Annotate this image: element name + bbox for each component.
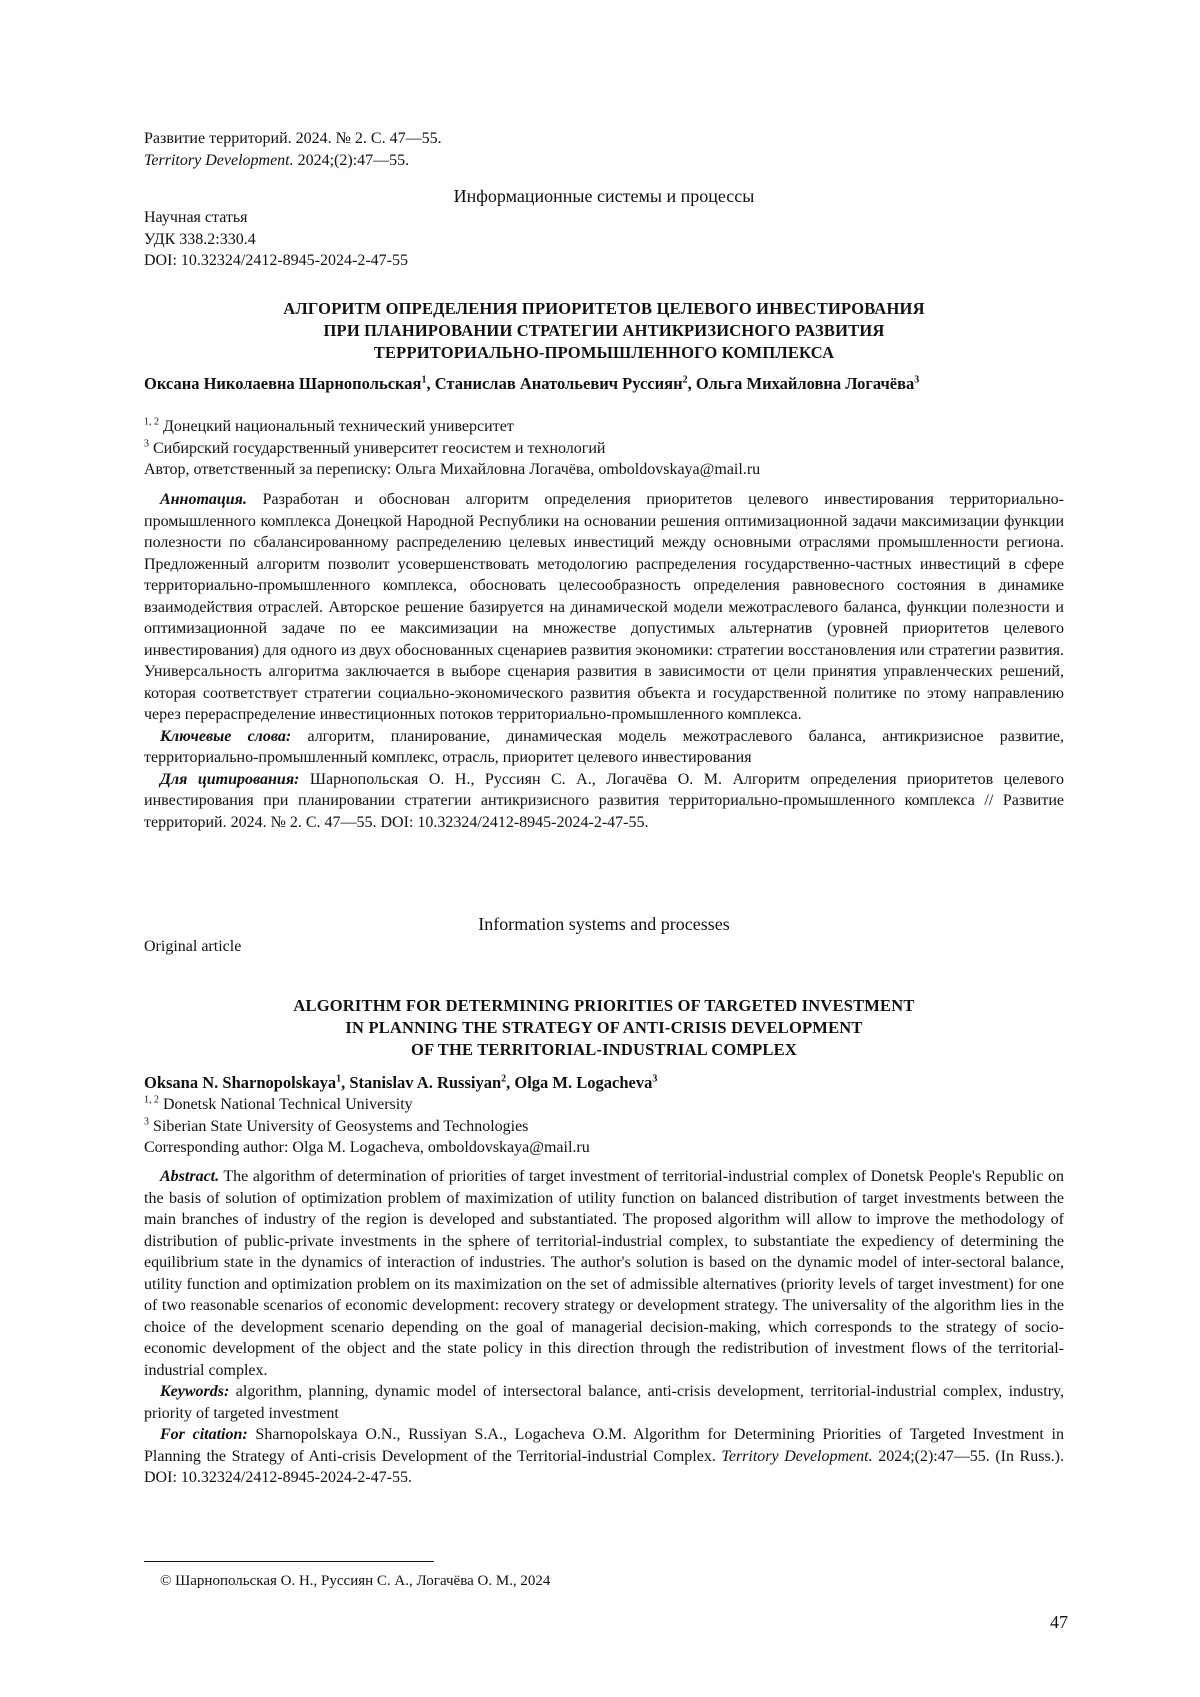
title-line: IN PLANNING THE STRATEGY OF ANTI-CRISIS DEVELOPMENT	[345, 1018, 863, 1037]
journal-citation-en	[144, 150, 1064, 172]
author-name: Ольга Михайловна Логачёва	[695, 374, 915, 393]
abstract-en	[144, 1166, 1064, 1381]
affiliation-mark: 1, 2	[144, 416, 159, 428]
author-affiliation-mark: 3	[914, 374, 920, 386]
affiliation	[144, 438, 1064, 460]
corresponding-author-en: Corresponding author: Olga M. Logacheva, omboldovskaya@mail.ru	[144, 1139, 590, 1156]
journal-citation-ru: Развитие территорий. 2024. № 2. С. 47—55.	[144, 130, 442, 147]
journal-name-en: Territory Development.	[144, 151, 294, 169]
abstract-label-en: Abstract.	[160, 1168, 220, 1185]
affiliation	[144, 1094, 1064, 1116]
copyright-footnote: © Шарнопольская О. Н., Руссиян С. А., Логачёва О. М., 2024	[160, 1573, 551, 1589]
author-affiliation-mark: 1	[421, 374, 427, 386]
author-list-en	[144, 1072, 1064, 1094]
journal-issue-en: 2024;(2):47—55.	[293, 151, 410, 169]
abstract-block-ru	[144, 489, 1064, 833]
affiliations-en	[144, 1094, 1064, 1159]
author-name: Оксана Николаевна Шарнопольская	[144, 374, 422, 393]
author-separator: ,	[506, 1073, 515, 1092]
affiliations-ru	[144, 416, 1064, 481]
affiliation-text: Donetsk National Technical University	[159, 1096, 413, 1113]
citation-en	[144, 1424, 1064, 1489]
keywords-en	[144, 1381, 1064, 1424]
citation-label-ru: Для цитирования:	[160, 770, 300, 788]
citation-text-en: Sharnopolskaya O.N., Russiyan S.A., Logacheva O.M. Algorithm for Determining Priorities of Targeted Investment in Planning the Strategy of Anti-crisis Development of the Territorial-industrial Complex.	[144, 1426, 1064, 1465]
author-name: Станислав Анатольевич Руссиян	[434, 374, 683, 393]
article-type-en: Original article	[144, 938, 242, 955]
abstract-text-en: The algorithm of determination of priorities of target investment of territorial-industrial complex of Donetsk People's Republic on the basis of solution of optimization problem of maximization of utility function on balanced distribution of target investments between the main branches of industry of the region is developed and substantiated. The proposed algorithm will allow to improve the methodology of distribution of public-private investments in the sphere of territorial-industrial complex, to substantiate the expediency of determining the equilibrium state in the dynamics of interaction of industries. The author's solution is based on the dynamic model of inter-sectoral balance, utility function and optimization problem on its maximization on the set of admissible alternatives (priority levels of target investment) for one of two reasonable scenarios of economic development: recovery strategy or development strategy. The universality of the algorithm lies in the choice of the development scenario depending on the goal of managerial decision-making, which corresponds to the strategy of socio-economic development of the object and the state policy in this direction through the redistribution of investment flows of the territorial-industrial complex.	[144, 1168, 1064, 1379]
author-affiliation-mark: 2	[501, 1073, 507, 1085]
title-line: ТЕРРИТОРИАЛЬНО-ПРОМЫШЛЕННОГО КОМПЛЕКСА	[373, 343, 835, 362]
author-name: Stanislav A. Russiyan	[349, 1073, 502, 1092]
author-separator: ,	[426, 374, 435, 393]
author-name: Oksana N. Sharnopolskaya	[144, 1073, 337, 1092]
affiliation	[144, 1116, 1064, 1138]
keywords-text-en: algorithm, planning, dynamic model of intersectoral balance, anti-crisis development, territorial-industrial complex, industry, priority of targeted investment	[144, 1383, 1064, 1422]
corresponding-author-ru: Автор, ответственный за переписку: Ольга Михайловна Логачёва, omboldovskaya@mail.ru	[144, 461, 761, 478]
article-title-en	[144, 995, 1064, 1061]
affiliation-text: Siberian State University of Geosystems and Technologies	[149, 1117, 529, 1135]
section-heading-en: Information systems and processes	[478, 914, 730, 934]
citation-ru	[144, 769, 1064, 834]
author-list-ru	[144, 373, 1064, 395]
udc-code: УДК 338.2:330.4	[144, 230, 256, 248]
keywords-label-ru: Ключевые слова:	[160, 727, 292, 745]
affiliation-text: Сибирский государственный университет геосистем и технологий	[149, 439, 606, 457]
page-number: 47	[1050, 1612, 1068, 1632]
author-affiliation-mark: 3	[652, 1073, 658, 1085]
title-line: АЛГОРИТМ ОПРЕДЕЛЕНИЯ ПРИОРИТЕТОВ ЦЕЛЕВОГО ИНВЕСТИРОВАНИЯ	[283, 299, 925, 318]
abstract-block-en	[144, 1166, 1064, 1489]
affiliation-text: Донецкий национальный технический университет	[159, 418, 514, 435]
keywords-ru	[144, 726, 1064, 769]
footnote-rule	[144, 1561, 434, 1562]
affiliation	[144, 416, 1064, 438]
article-title-ru	[144, 298, 1064, 364]
article-type-ru: Научная статья	[144, 209, 248, 226]
article-meta-ru	[144, 207, 1064, 272]
doi: DOI: 10.32324/2412-8945-2024-2-47-55	[144, 252, 408, 269]
keywords-text-ru: алгоритм, планирование, динамическая модель межотраслевого баланса, антикризисное развитие, территориально-промышленный комплекс, отрасль, приоритет целевого инвестирования	[144, 727, 1065, 766]
title-line: ПРИ ПЛАНИРОВАНИИ СТРАТЕГИИ АНТИКРИЗИСНОГО РАЗВИТИЯ	[323, 321, 885, 340]
author-name: Olga M. Logacheva	[514, 1073, 653, 1092]
author-separator: ,	[341, 1073, 350, 1092]
abstract-text-ru: Разработан и обоснован алгоритм определения приоритетов целевого инвестирования территориально-промышленного комплекса Донецкой Народной Республики на основании решения оптимизационной задачи максимизации функции полезности по сбалансированному распределению целевых инвестиций между основными отраслями промышленности региона. Предложенный алгоритм позволит усовершенствовать методологию распределения государственно-частных инвестиций в сфере территориально-промышленного комплекса, обосновать целесообразность определения равновесного состояния в динамике взаимодействия отраслей. Авторское решение базируется на динамической модели межотраслевого баланса, функции полезности и оптимизационной задаче по ее максимизации на множестве допустимых альтернатив (уровней приоритетов целевого инвестирования) для одного из двух обоснованных сценариев развития экономики: стратегии восстановления или стратегии развития. Универсальность алгоритма заключается в выборе сценария развития в зависимости от цели принятия управленческих решений, которая соответствует стратегии социально-экономического развития объекта и государственной политике по этому направлению через перераспределение инвестиционных потоков территориально-промышленного комплекса.	[144, 491, 1064, 723]
title-line: OF THE TERRITORIAL-INDUSTRIAL COMPLEX	[411, 1040, 797, 1059]
citation-text-ru: Шарнопольская О. Н., Руссиян С. А., Логачёва О. М. Алгоритм определения приоритетов целевого инвестирования при планировании стратегии антикризисного развития территориально-промышленного комплекса // Развитие территорий. 2024. № 2. С. 47—55. DOI: 10.32324/2412-8945-2024-2-47-55.	[144, 770, 1064, 831]
abstract-ru	[144, 489, 1064, 726]
journal-header	[144, 128, 1064, 171]
affiliation-mark: 1, 2	[144, 1094, 159, 1106]
keywords-label-en: Keywords:	[160, 1383, 230, 1400]
citation-journal-en: Territory Development.	[721, 1447, 873, 1465]
author-affiliation-mark: 1	[336, 1073, 342, 1085]
section-heading-ru: Информационные системы и процессы	[453, 186, 755, 206]
author-separator: ,	[687, 374, 696, 393]
citation-label-en: For citation:	[160, 1426, 248, 1443]
title-line: ALGORITHM FOR DETERMINING PRIORITIES OF TARGETED INVESTMENT	[293, 996, 915, 1015]
affiliation-mark: 3	[144, 438, 149, 450]
abstract-label-ru: Аннотация.	[160, 491, 247, 508]
affiliation-mark: 3	[144, 1116, 149, 1128]
author-affiliation-mark: 2	[682, 374, 688, 386]
citation-text-en-end: 2024;(2):47—55. (In Russ.). DOI: 10.32324/2412-8945-2024-2-47-55.	[144, 1447, 1065, 1486]
